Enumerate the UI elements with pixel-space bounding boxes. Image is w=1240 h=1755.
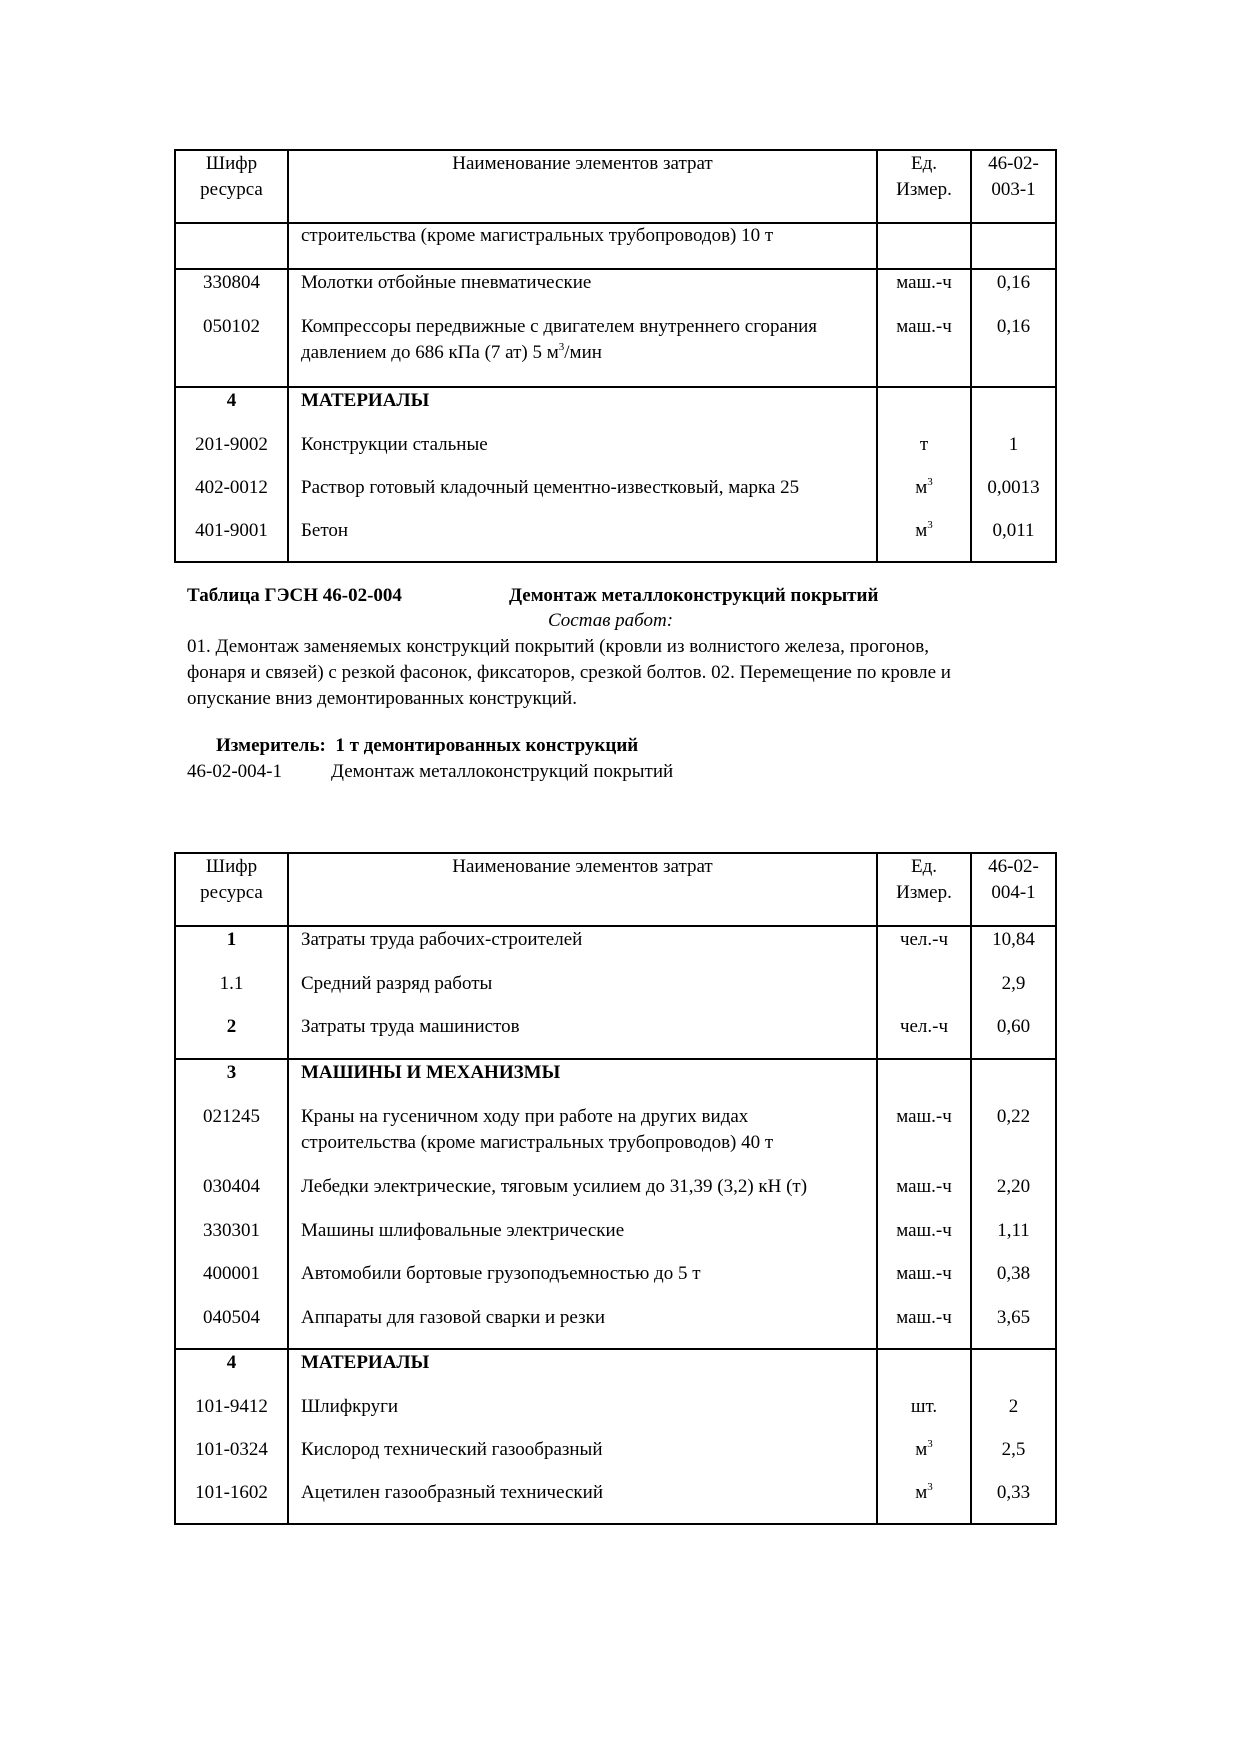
machines-group: 3 021245 030404 330301 400001 040504 МАШИНЫ И МЕХАНИЗМЫ Краны на гусеничном ходу при работе на других видах строительства (кроме магистральных трубопроводов) 40 т Лебедки электрические, тяговым усилием до 31,39 (3,2) кН (т) Машины шлифовальные электрические Автомобили бортовые грузоподъемностью до 5 т Аппараты для газовой сварки и резки маш.-ч маш.-ч маш.-ч маш.-ч маш.-ч 0,22 2,20 1,11 0,38 3,65 [176,1058,1055,1348]
table-header [176,151,1055,222]
header-name: Наименование элементов затрат [289,151,878,222]
table-header [176,854,1055,925]
header-unit: Ед. Измер. [878,151,972,222]
table-title: Демонтаж металлоконструкций покрытий [509,585,879,606]
header-norm: 46-02- 004-1 [988,856,1039,903]
norm-code: 46-02-004-1 [187,761,282,782]
norm-name: Демонтаж металлоконструкций покрытий [331,761,674,782]
header-code: Шифр ресурса [176,151,289,222]
work-composition-line: 01. Демонтаж заменяемых конструкций покрытий (кровли из волнистого железа, прогонов, [187,636,929,657]
work-composition-line: фонаря и связей) с резкой фасонок, фиксаторов, срезкой болтов. 02. Перемещение по кровле и [187,662,951,683]
table-row [176,222,1055,268]
materials-group: 4 201-9002 402-0012 401-9001 МАТЕРИАЛЫ Конструкции стальные Раствор готовый кладочный цементно-известковый, марка 25 Бетон т $м^3$ $м^3$ 1 0,0013 0,011 [176,386,1055,561]
header-code: Шифр ресурса [176,854,289,925]
header-name: Наименование элементов затрат [289,854,878,925]
labor-group: 1 1.1 2 Затраты труда рабочих-строителей Средний разряд работы Затраты труда машинистов чел.-ч чел.-ч 10,84 2,9 0,60 [176,925,1055,1058]
machines-group: 330804 050102 Молотки отбойные пневматические Компрессоры передвижные с двигателем внутреннего сгорания давлением до 686 кПа (7 ат) 5 $м^3$/мин маш.-ч маш.-ч 0,16 0,16 [176,268,1055,386]
resource-table-46-02-004-1 [174,852,1057,1525]
header-unit: Ед. Измер. [878,854,972,925]
meter: Измеритель: 1 т демонтированных конструкций [216,735,639,756]
work-composition-label: Состав работ: [548,610,674,631]
work-composition-line: опускание вниз демонтированных конструкций. [187,688,577,709]
header-norm: 46-02- 003-1 [988,153,1039,200]
continued-name: строительства (кроме магистральных трубопроводов) 10 т [289,224,878,268]
resource-table-46-02-003-1 [174,149,1057,563]
materials-group: 4 101-9412 101-0324 101-1602 МАТЕРИАЛЫ Шлифкруги Кислород технический газообразный Ацетилен газообразный технический шт. $м^3$ $м^3$ 2 2,5 0,33 [176,1348,1055,1523]
table-label: Таблица ГЭСН 46-02-004 [187,585,402,606]
